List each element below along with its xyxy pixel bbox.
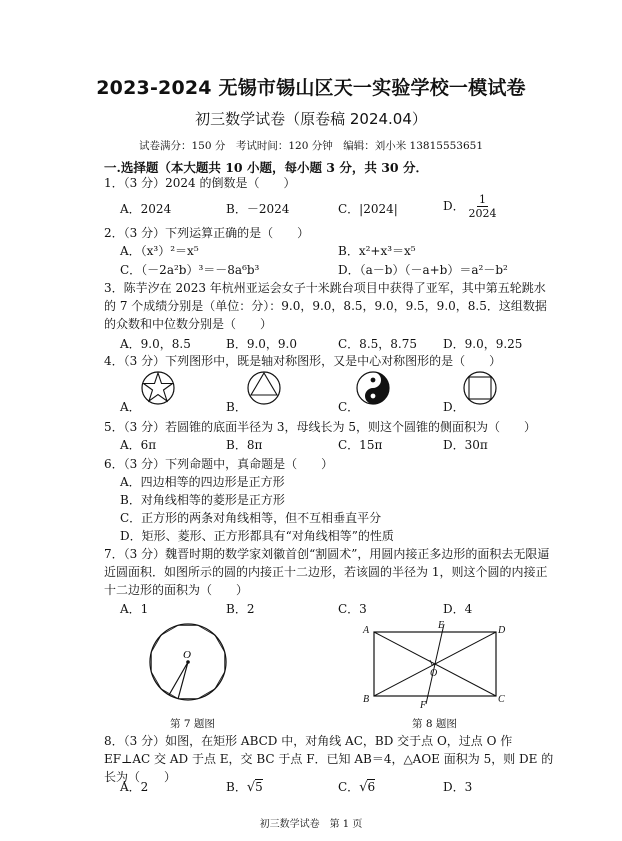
figure-8-label-f: F xyxy=(420,700,427,710)
fraction-denominator: 2024 xyxy=(468,207,497,220)
figure-8-label-a: A xyxy=(363,625,370,636)
question-7-option-c: C．3 xyxy=(338,602,367,616)
page-footer: 初三数学试卷 第 1 页 xyxy=(259,819,363,830)
question-6-option-a: A．四边相等的四边形是正方形 xyxy=(120,475,285,489)
question-3-option-c: C．8.5，8.75 xyxy=(338,337,417,351)
question-1-option-d xyxy=(443,193,496,220)
star-in-circle-figure xyxy=(140,370,176,406)
question-6-option-d: D．矩形、菱形、正方形都具有“对角线相等”的性质 xyxy=(120,529,394,543)
square-in-circle-figure xyxy=(462,370,498,406)
question-5-option-c: C．15π xyxy=(338,438,383,452)
question-1-fraction xyxy=(468,193,496,220)
question-3-option-a: A．9.0，8.5 xyxy=(120,337,191,351)
question-7-option-a: A．1 xyxy=(120,602,149,616)
question-8-option-b: B．√5 xyxy=(226,780,263,795)
figure-7-dodecagon xyxy=(148,618,228,714)
question-6-option-b: B．对角线相等的菱形是正方形 xyxy=(120,493,285,507)
question-4-option-b: B． xyxy=(226,400,247,414)
fraction-numerator: 1 xyxy=(478,193,486,206)
figure-8-label-o: O xyxy=(430,668,438,679)
question-1-option-c: C．|2024| xyxy=(338,202,398,216)
figure-8-caption: 第 8 题图 xyxy=(412,718,457,730)
question-8-option-a: A．2 xyxy=(120,780,149,794)
question-5-stem: 5．（3 分）若圆锥的底面半径为 3，母线长为 5，则这个圆锥的侧面积为（ ） xyxy=(104,420,536,434)
question-8-option-b-label: B． xyxy=(226,780,247,794)
page-title: 2023-2024 无锡市锡山区天一实验学校一模试卷 xyxy=(96,77,526,99)
question-7-stem: 7．（3 分）魏晋时期的数学家刘徽首创“割圆术”，用圆内接正多边形的面积去无限逼近圆面积．如图所示的圆的内接正十二边形，若该圆的半径为 1，则这个圆的内接正十二边形的面积为（ ） xyxy=(104,547,550,597)
question-4-option-a: A． xyxy=(120,400,141,414)
question-8-option-d: D．3 xyxy=(443,780,473,794)
question-4-option-c: C． xyxy=(338,400,360,414)
yin-yang-figure xyxy=(355,370,391,406)
question-5-option-a: A．6π xyxy=(120,438,157,452)
triangle-in-circle-figure xyxy=(246,370,282,406)
question-8-option-b-radicand: 5 xyxy=(255,780,263,794)
question-2-option-a: A．（x³）²＝x⁵ xyxy=(120,244,199,258)
question-3-option-d: D．9.0，9.25 xyxy=(443,337,523,351)
question-4-stem: 4．（3 分）下列图形中，既是轴对称图形，又是中心对称图形的是（ ） xyxy=(104,354,502,368)
question-2-option-d: D．（a－b）（－a+b）＝a²－b² xyxy=(338,263,508,277)
figure-8-label-b: B xyxy=(363,694,370,705)
question-1-option-d-label: D． xyxy=(443,199,465,213)
question-7-option-b: B．2 xyxy=(226,602,255,616)
question-3-option-b: B．9.0，9.0 xyxy=(226,337,297,351)
question-7-option-d: D．4 xyxy=(443,602,473,616)
question-2-option-c: C．（－2a²b）³＝－8a⁶b³ xyxy=(120,263,260,277)
question-1-stem: 1．（3 分）2024 的倒数是（ ） xyxy=(104,176,296,190)
question-8-stem: 8．（3 分）如图，在矩形 ABCD 中，对角线 AC，BD 交于点 O，过点 O 作 EF⊥AC 交 AD 于点 E，交 BC 于点 F．已知 AB＝4，△AOE 面积为 5，则 DE 的长为（ ） xyxy=(104,734,554,784)
figure-8-label-c: C xyxy=(498,694,505,705)
figure-8-label-d: D xyxy=(498,625,506,636)
question-2-option-b: B．x²+x³＝x⁵ xyxy=(338,244,416,258)
section-title: 一.选择题（本大题共 10 小题，每小题 3 分，共 30 分． xyxy=(104,160,428,175)
question-2-stem: 2．（3 分）下列运算正确的是（ ） xyxy=(104,226,310,240)
question-3-stem: 3．陈芋汐在 2023 年杭州亚运会女子十米跳台项目中获得了亚军，其中第五轮跳水的 7 个成绩分别是（单位：分）：9.0，9.0，8.5，9.0，9.5，9.0，8.5．这组数据的众数和中位数分别是（ ） xyxy=(104,281,547,331)
question-5-option-b: B．8π xyxy=(226,438,263,452)
question-1-option-a: A．2024 xyxy=(120,202,172,216)
question-8-option-c: C．√6 xyxy=(338,780,376,795)
question-4-option-d: D． xyxy=(443,400,465,414)
figure-8-label-e: E xyxy=(438,620,445,631)
question-5-option-d: D．30π xyxy=(443,438,488,452)
question-8-option-c-radicand: 6 xyxy=(367,780,376,794)
question-1-option-b: B．－2024 xyxy=(226,202,290,216)
exam-meta: 试卷满分：150 分 考试时间：120 分钟 编辑：刘小米 13815553651 xyxy=(138,140,484,152)
page-subtitle: 初三数学试卷（原卷稿 2024.04） xyxy=(195,110,427,128)
figure-8-rectangle xyxy=(358,618,508,710)
figure-7-caption: 第 7 题图 xyxy=(170,718,215,730)
question-6-stem: 6．（3 分）下列命题中，真命题是（ ） xyxy=(104,457,334,471)
question-8-option-c-label: C． xyxy=(338,780,360,794)
question-6-option-c: C．正方形的两条对角线相等，但不互相垂直平分 xyxy=(120,511,382,525)
figure-7-center-label: O xyxy=(183,649,191,661)
